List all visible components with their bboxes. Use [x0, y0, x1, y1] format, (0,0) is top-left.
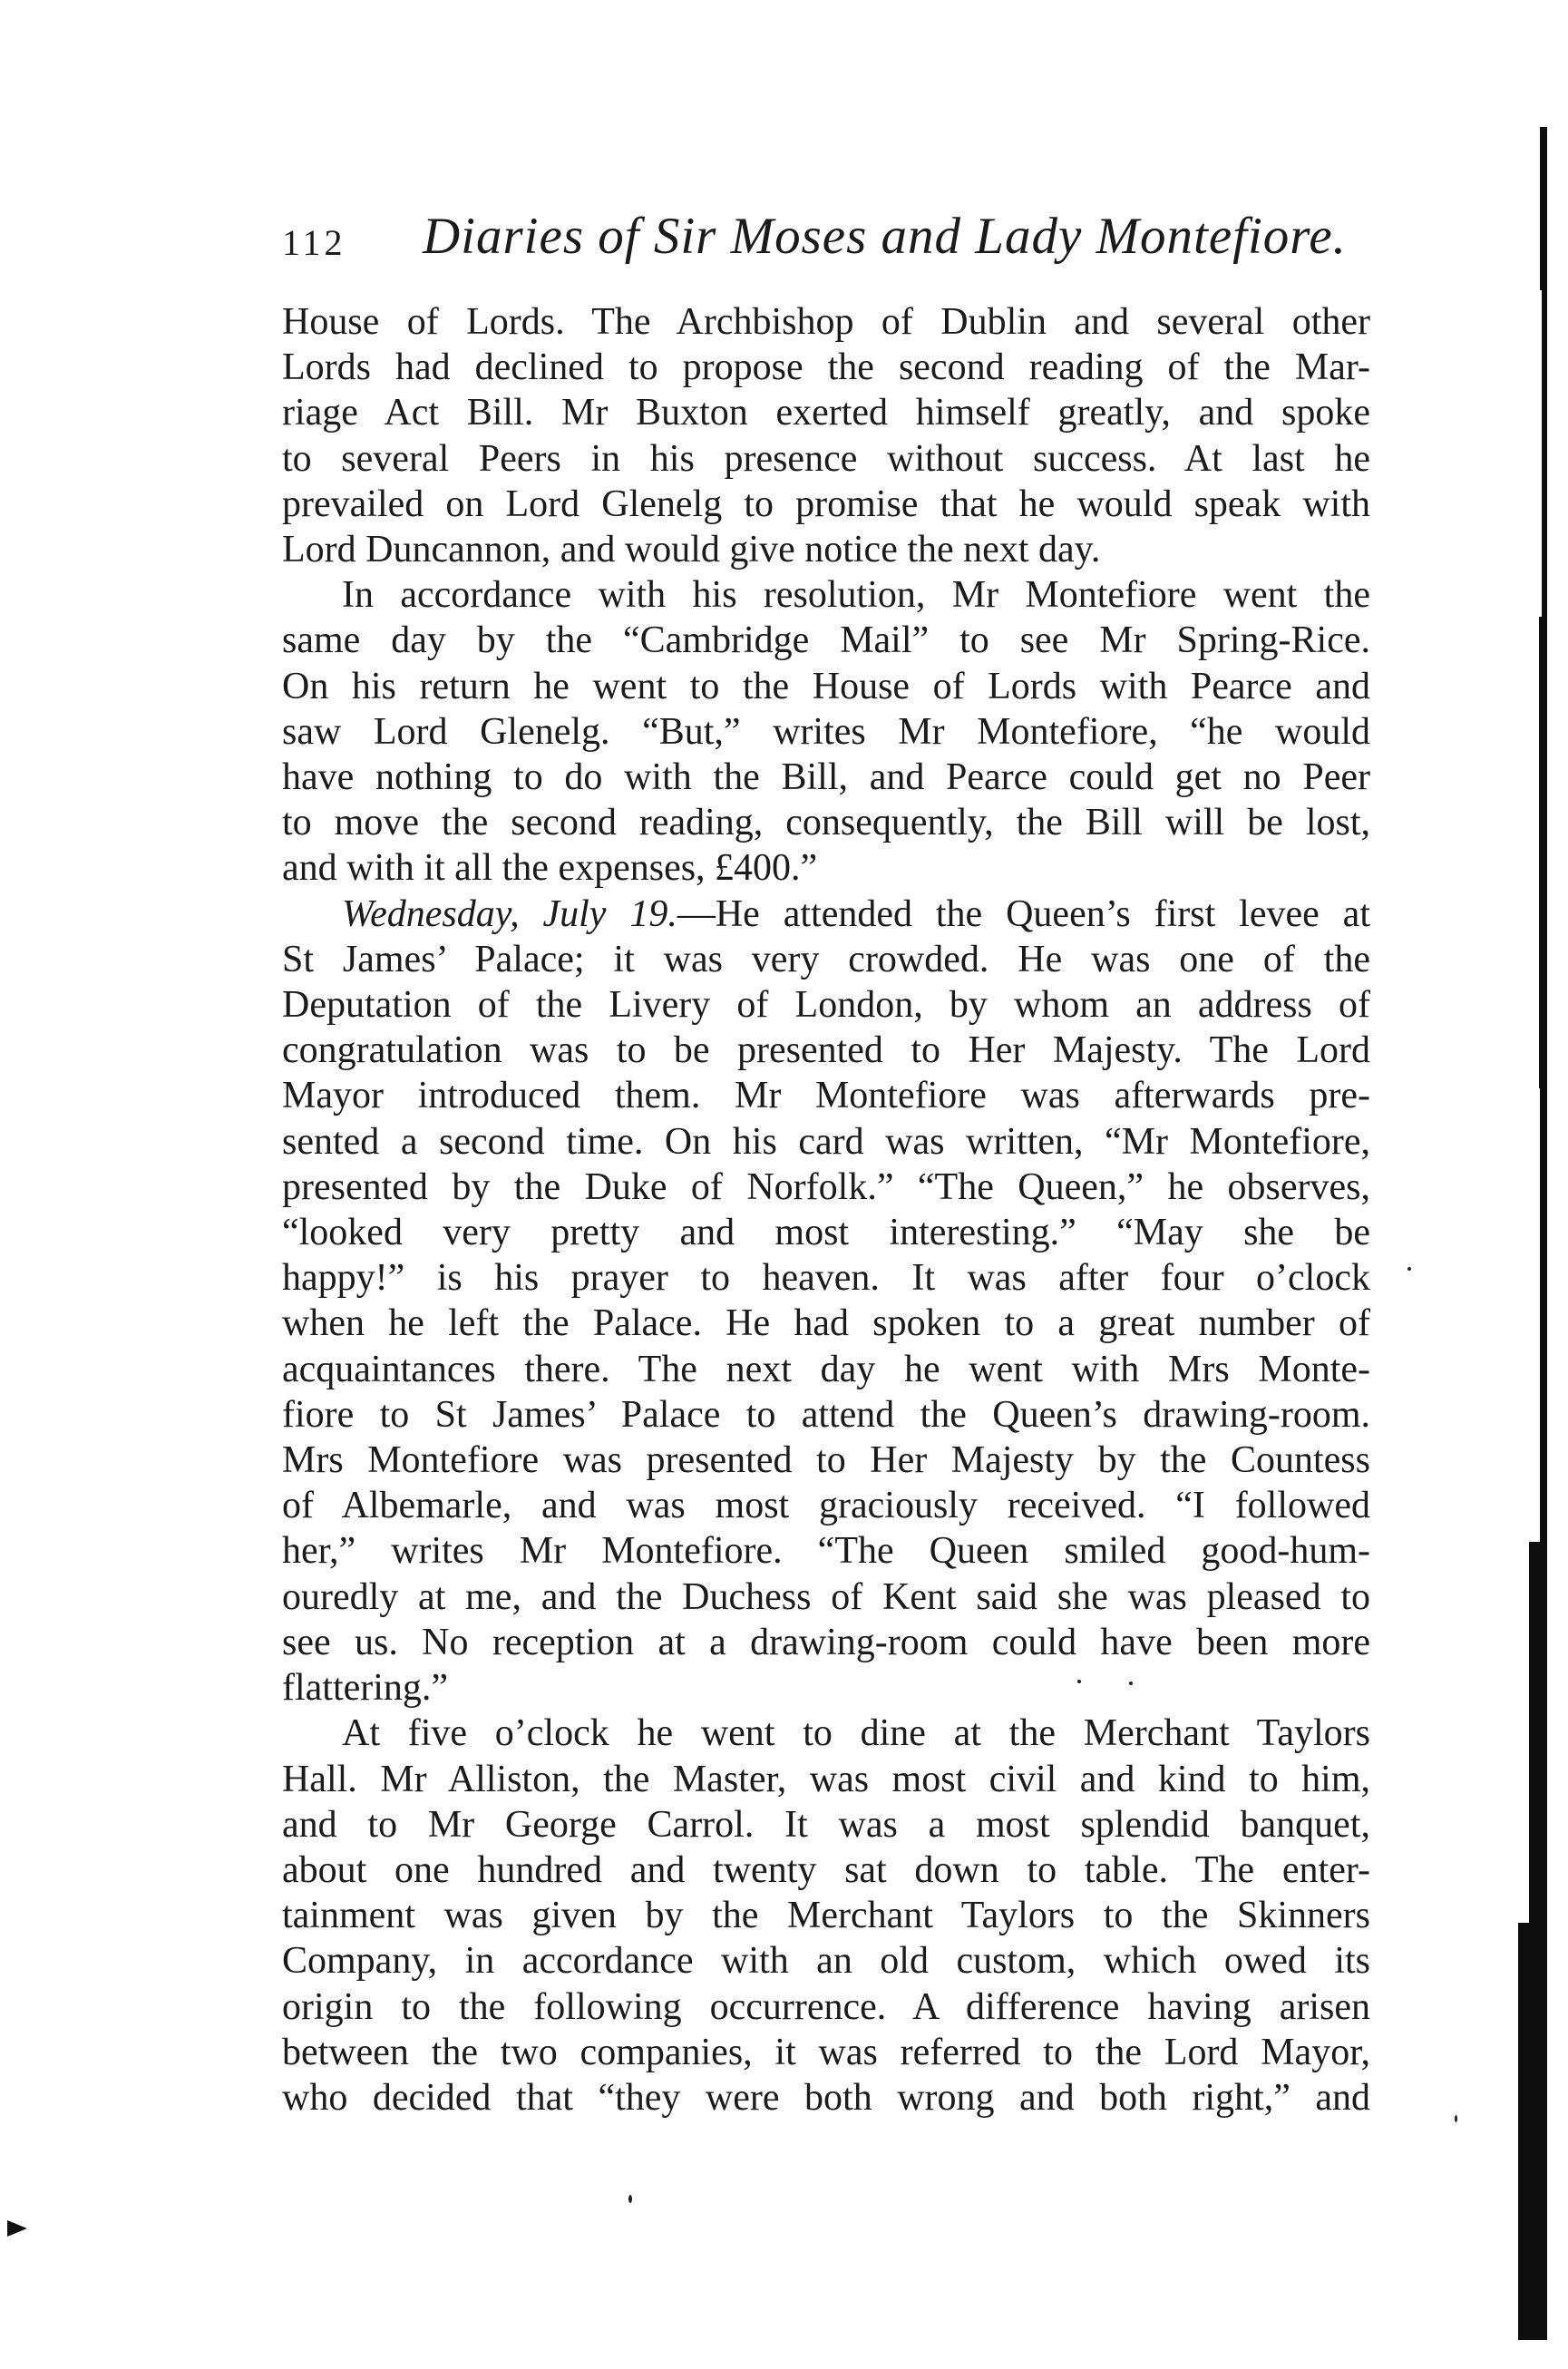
text-line: tainment was given by the Merchant Taylors to the Skinners	[282, 1895, 1370, 1937]
text-line: flattering.”	[282, 1667, 449, 1710]
text-line: when he left the Palace. He had spoken to a great number of	[282, 1302, 1370, 1345]
scan-speck	[1407, 1267, 1411, 1271]
text-line: At five o’clock he went to dine at the Merchant Taylors	[342, 1712, 1370, 1755]
text-line: “looked very pretty and most interesting.” “May she be	[282, 1212, 1370, 1254]
text-line: between the two companies, it was referred to the Lord Mayor,	[282, 2031, 1370, 2073]
text-line: Mayor introduced them. Mr Montefiore was afterwards pre-	[282, 1075, 1370, 1117]
text-line: Lords had declined to propose the second reading of the Mar-	[282, 346, 1370, 389]
text-line: In accordance with his resolution, Mr Montefiore went the	[342, 574, 1370, 617]
text-line: fiore to St James’ Palace to attend the Queen’s drawing-room.	[282, 1393, 1370, 1436]
diary-date: Wednesday, July 19.	[342, 892, 677, 935]
text-run: —He attended the Queen’s first levee at	[677, 892, 1370, 935]
text-line: see us. No reception at a drawing-room could have been more	[282, 1621, 1370, 1663]
body-text	[282, 299, 1370, 2120]
text-line: On his return he went to the House of Lords with Pearce and	[282, 665, 1370, 707]
text-line: presented by the Duke of Norfolk.” “The Queen,” he observes,	[282, 1165, 1370, 1208]
text-line: origin to the following occurrence. A difference having arisen	[282, 1985, 1370, 2028]
text-line: of Albemarle, and was most graciously received. “I followed	[282, 1485, 1370, 1527]
text-line: and to Mr George Carrol. It was a most splendid banquet,	[282, 1803, 1370, 1846]
scan-edge-mark	[1539, 617, 1547, 1088]
text-line: happy!” is his prayer to heaven. It was after four o’clock	[282, 1257, 1370, 1300]
scan-edge-mark	[1542, 290, 1547, 617]
text-line: and with it all the expenses, £400.”	[282, 847, 818, 890]
paragraph-2	[282, 572, 1370, 891]
scan-speck	[1077, 1680, 1081, 1683]
text-line: acquaintances there. The next day he went with Mrs Monte-	[282, 1348, 1370, 1390]
running-head	[282, 207, 1370, 270]
text-line: who decided that “they were both wrong and both right,” and	[282, 2076, 1370, 2119]
scan-arrow-mark	[7, 2220, 27, 2237]
text-line: Company, in accordance with an old custom, which owed its	[282, 1940, 1370, 1983]
text-line: to move the second reading, consequently, the Bill will be lost,	[282, 802, 1370, 844]
scan-edge-mark	[1518, 1923, 1547, 2340]
text-line: about one hundred and twenty sat down to table. The enter-	[282, 1848, 1370, 1891]
text-line: saw Lord Glenelg. “But,” writes Mr Montefiore, “he would	[282, 710, 1370, 753]
page-number: 112	[282, 222, 346, 263]
text-line: ouredly at me, and the Duchess of Kent said she was pleased to	[282, 1575, 1370, 1618]
text-line: her,” writes Mr Montefiore. “The Queen smiled good-hum-	[282, 1530, 1370, 1573]
scan-speck	[1455, 2115, 1457, 2122]
text-line: St James’ Palace; it was very crowded. He was one of the	[282, 938, 1370, 980]
paragraph-4	[282, 1711, 1370, 2120]
text-line: riage Act Bill. Mr Buxton exerted himself greatly, and spoke	[282, 392, 1370, 434]
text-line	[282, 892, 1370, 937]
scan-edge-mark	[1540, 1088, 1547, 1542]
scan-edge-mark	[1540, 127, 1547, 290]
text-line: congratulation was to be presented to Her Majesty. The Lord	[282, 1029, 1370, 1072]
text-line: Hall. Mr Alliston, the Master, was most civil and kind to him,	[282, 1758, 1370, 1800]
text-line: same day by the “Cambridge Mail” to see Mr Spring-Rice.	[282, 619, 1370, 662]
scan-edge-mark	[1529, 1542, 1547, 1923]
text-line: Lord Duncannon, and would give notice the next day.	[282, 529, 1101, 571]
text-line: Deputation of the Livery of London, by whom an address of	[282, 984, 1370, 1027]
scan-speck	[1129, 1682, 1133, 1685]
book-title: Diaries of Sir Moses and Lady Montefiore.	[423, 208, 1347, 265]
text-line: to several Peers in his presence without success. At last he	[282, 437, 1370, 480]
text-line: Mrs Montefiore was presented to Her Majesty by the Countess	[282, 1439, 1370, 1482]
text-line: sented a second time. On his card was written, “Mr Montefiore,	[282, 1120, 1370, 1163]
text-line: have nothing to do with the Bill, and Pearce could get no Peer	[282, 756, 1370, 799]
paragraph-1	[282, 299, 1370, 572]
scan-speck	[628, 2195, 632, 2203]
text-line: House of Lords. The Archbishop of Dublin and several other	[282, 301, 1370, 343]
binding-shadow	[1505, 127, 1549, 2340]
paragraph-3	[282, 892, 1370, 1711]
text-line: prevailed on Lord Glenelg to promise that he would speak with	[282, 483, 1370, 525]
